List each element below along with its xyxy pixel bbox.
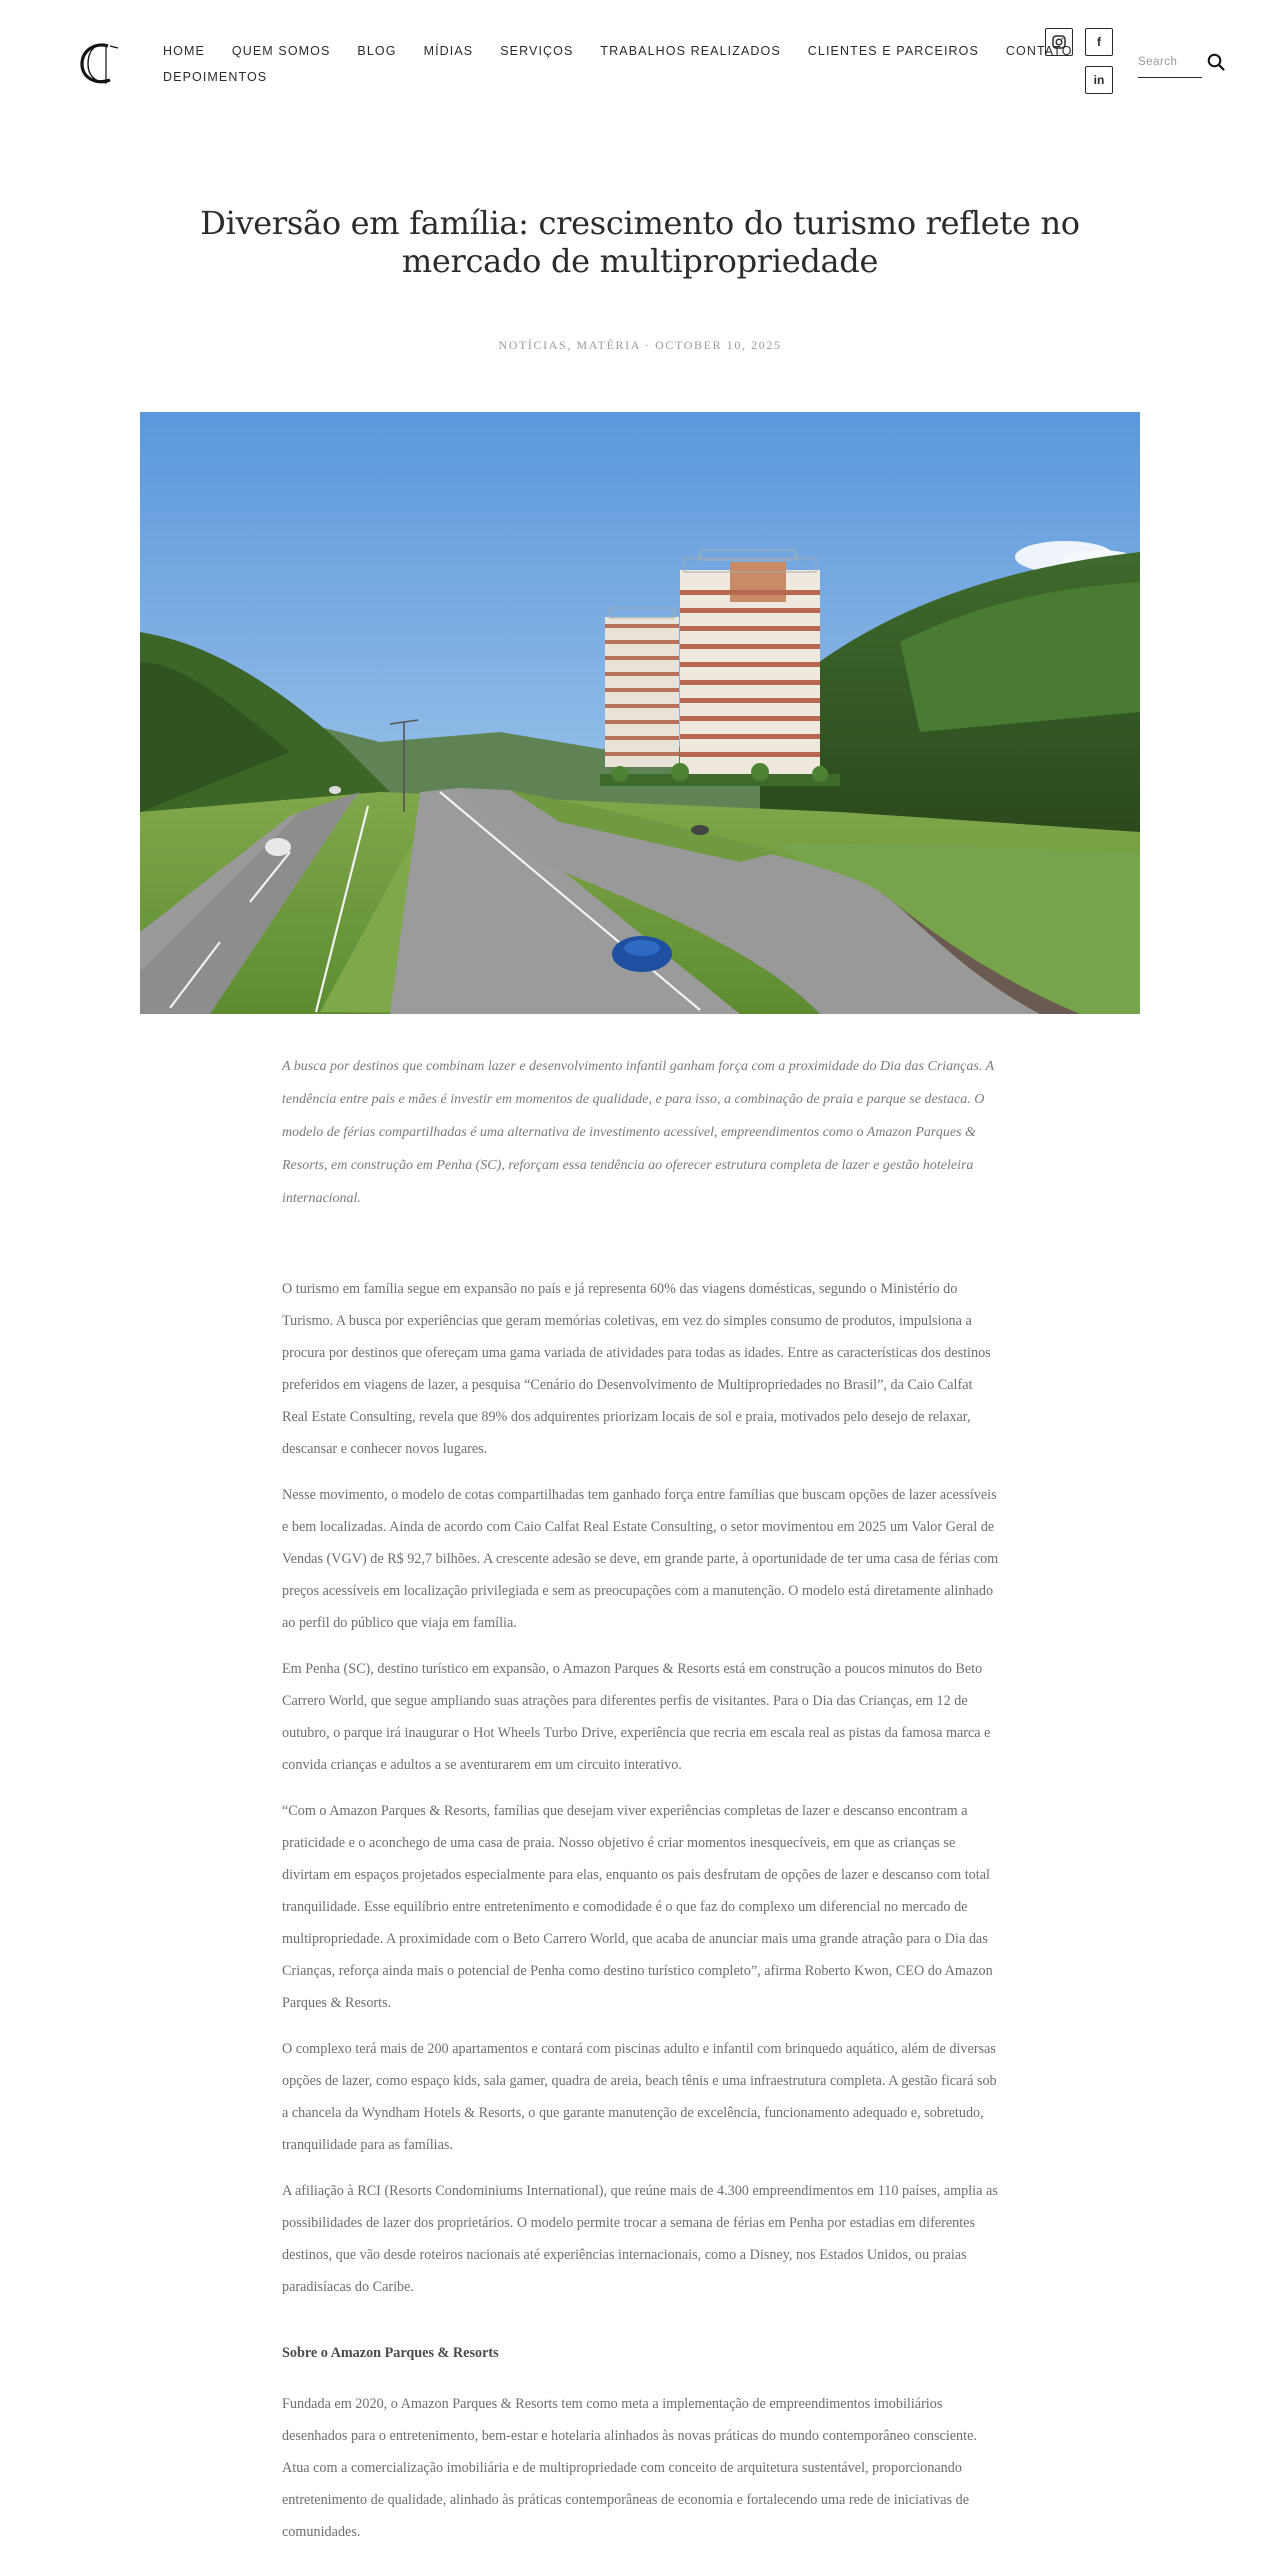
social-links: [1045, 28, 1117, 100]
article-paragraph: O complexo terá mais de 200 apartamentos e contará com piscinas adulto e infantil com brinquedo aquático, além de diversas opções de lazer, como espaço kids, sala gamer, quadra de areia, beach tênis e uma infraestrutura completa. A gestão ficará sob a chancela da Wyndham Hotels & Resorts, o que garante manutenção de excelência, funcionamento adequado e, sobretudo, tranquilidade para as famílias.: [282, 2041, 997, 2153]
about-paragraph: Fundada em 2020, o Amazon Parques & Resorts tem como meta a implementação de empreendimentos imobiliários desenhados para o entretenimento, bem-estar e hotelaria alinhados às novas práticas do mundo contemporâneo consciente. Atua com a comercialização imobiliária e de multipropriedade com conceito de arquitetura sustentável, proporcionando entretenimento de qualidade, alinhado às práticas contemporâneas de economia e fortalecendo uma rede de iniciativas de comunidades.: [282, 2396, 977, 2540]
nav-item-trabalhos-realizados[interactable]: TRABALHOS REALIZADOS: [600, 44, 781, 58]
nav-item-contato[interactable]: CONTATO: [1005, 44, 1073, 58]
article-paragraph: O turismo em família segue em expansão no país e já representa 60% das viagens domésticas, segundo o Ministério do Turismo. A busca por experiências que geram memórias coletivas, em vez do simples consumo de produtos, impulsiona a procura por destinos que ofereçam uma gama variada de atividades para todas as idades. Entre as características dos destinos preferidos em viagens de lazer, a pesquisa “Cenário do Desenvolvimento de Multipropriedades no Brasil”, da Caio Calfat Real Estate Consulting, revela que 89% dos adquirentes priorizam locais de sol e praia, motivados pelo desejo de relaxar, descansar e conhecer novos lugares.: [282, 1281, 991, 1457]
article-lead: A busca por destinos que combinam lazer e desenvolvimento infantil ganham força com a proximidade do Dia das Crianças. A tendência entre pais e mães é investir em momentos de qualidade, e para isso, a combinação de praia e parque se destaca. O modelo de férias compartilhadas é uma alternativa de investimento acessível, empreendimentos como o Amazon Parques & Resorts, em construção em Penha (SC), reforçam essa tendência ao oferecer estrutura completa de lazer e gestão hoteleira internacional.: [282, 1059, 994, 1206]
nav-item-home[interactable]: HOME: [163, 44, 205, 58]
category-link-noticias[interactable]: NOTÍCIAS: [498, 338, 568, 352]
search-box: [1138, 46, 1222, 80]
search-input[interactable]: [1138, 46, 1202, 78]
article-meta: [140, 338, 1140, 353]
about-heading: Sobre o Amazon Parques & Resorts: [282, 2345, 499, 2361]
linkedin-icon[interactable]: in: [1085, 66, 1113, 94]
instagram-icon[interactable]: [1045, 28, 1073, 56]
hero-image: [140, 412, 1140, 1014]
site-logo[interactable]: [72, 38, 126, 88]
article-paragraph: A afiliação à RCI (Resorts Condominiums International), que reúne mais de 4.300 empreendimentos em 110 países, amplia as possibilidades de lazer dos proprietários. O modelo permite trocar a semana de férias em Penha por estadias em diferentes destinos, que vão desde roteiros nacionais até experiências internacionais, como a Disney, nos Estados Unidos, ou praias paradisíacas do Caribe.: [282, 2183, 998, 2295]
resort-rendering: [140, 412, 1140, 1014]
publish-date: OCTOBER 10, 2025: [655, 338, 782, 352]
article-title: Diversão em família: crescimento do turismo reflete no mercado de multipropriedade: [200, 204, 1080, 280]
article-paragraph: Nesse movimento, o modelo de cotas compartilhadas tem ganhado força entre famílias que buscam opções de lazer acessíveis e bem localizadas. Ainda de acordo com Caio Calfat Real Estate Consulting, o setor movimentou em 2025 um Valor Geral de Vendas (VGV) de R$ 92,7 bilhões. A crescente adesão se deve, em grande parte, à oportunidade de ter uma casa de férias com preços acessíveis em localização privilegiada e sem as preocupações com a manutenção. O modelo está diretamente alinhado ao perfil do público que viaja em família.: [282, 1487, 999, 1631]
nav-item-depoimentos[interactable]: DEPOIMENTOS: [163, 70, 268, 84]
article-body: [282, 1050, 1000, 2562]
category-separator: ,: [567, 338, 577, 352]
site-header: [0, 0, 1280, 110]
tower-right: [680, 550, 820, 780]
meta-separator: ·: [644, 338, 651, 352]
nav-row-primary: [163, 38, 1073, 64]
nav-item-quem-somos[interactable]: QUEM SOMOS: [231, 44, 331, 58]
facebook-icon[interactable]: f: [1085, 28, 1113, 56]
nav-item-clientes-parceiros[interactable]: CLIENTES E PARCEIROS: [807, 44, 979, 58]
article-paragraph: “Com o Amazon Parques & Resorts, famílias que desejam viver experiências completas de lazer e descanso encontram a praticidade e o aconchego de uma casa de praia. Nosso objetivo é criar momentos inesquecíveis, em que as crianças se divirtam em espaços projetados especialmente para elas, enquanto os pais desfrutam de opções de lazer e descanso com total tranquilidade. Esse equilíbrio entre entretenimento e comodidade é o que faz do complexo um diferencial no mercado de multipropriedade. A proximidade com o Beto Carrero World, que acaba de anunciar mais uma grande atração para o Dia das Crianças, reforça ainda mais o potencial de Penha como destino turístico completo”, afirma Roberto Kwon, CEO do Amazon Parques & Resorts.: [282, 1803, 993, 2011]
article-paragraph: Em Penha (SC), destino turístico em expansão, o Amazon Parques & Resorts está em construção a poucos minutos do Beto Carrero World, que segue ampliando suas atrações para diferentes perfis de visitantes. Para o Dia das Crianças, em 12 de outubro, o parque irá inaugurar o Hot Wheels Turbo Drive, experiência que recria em escala real as pistas da famosa marca e convida crianças e adultos a se aventurarem em um circuito interativo.: [282, 1661, 991, 1773]
nav-item-blog[interactable]: BLOG: [357, 44, 397, 58]
nav-item-servicos[interactable]: SERVIÇOS: [500, 44, 574, 58]
nav-row-secondary: [163, 64, 1003, 90]
search-icon[interactable]: [1206, 52, 1226, 72]
tower-left: [605, 608, 679, 767]
main-nav: [163, 38, 1073, 90]
logo-icon: [72, 38, 126, 88]
category-link-materia[interactable]: MATÉRIA: [576, 338, 641, 352]
nav-item-midias[interactable]: MÍDIAS: [423, 44, 474, 58]
instagram-glyph: [1052, 35, 1066, 49]
